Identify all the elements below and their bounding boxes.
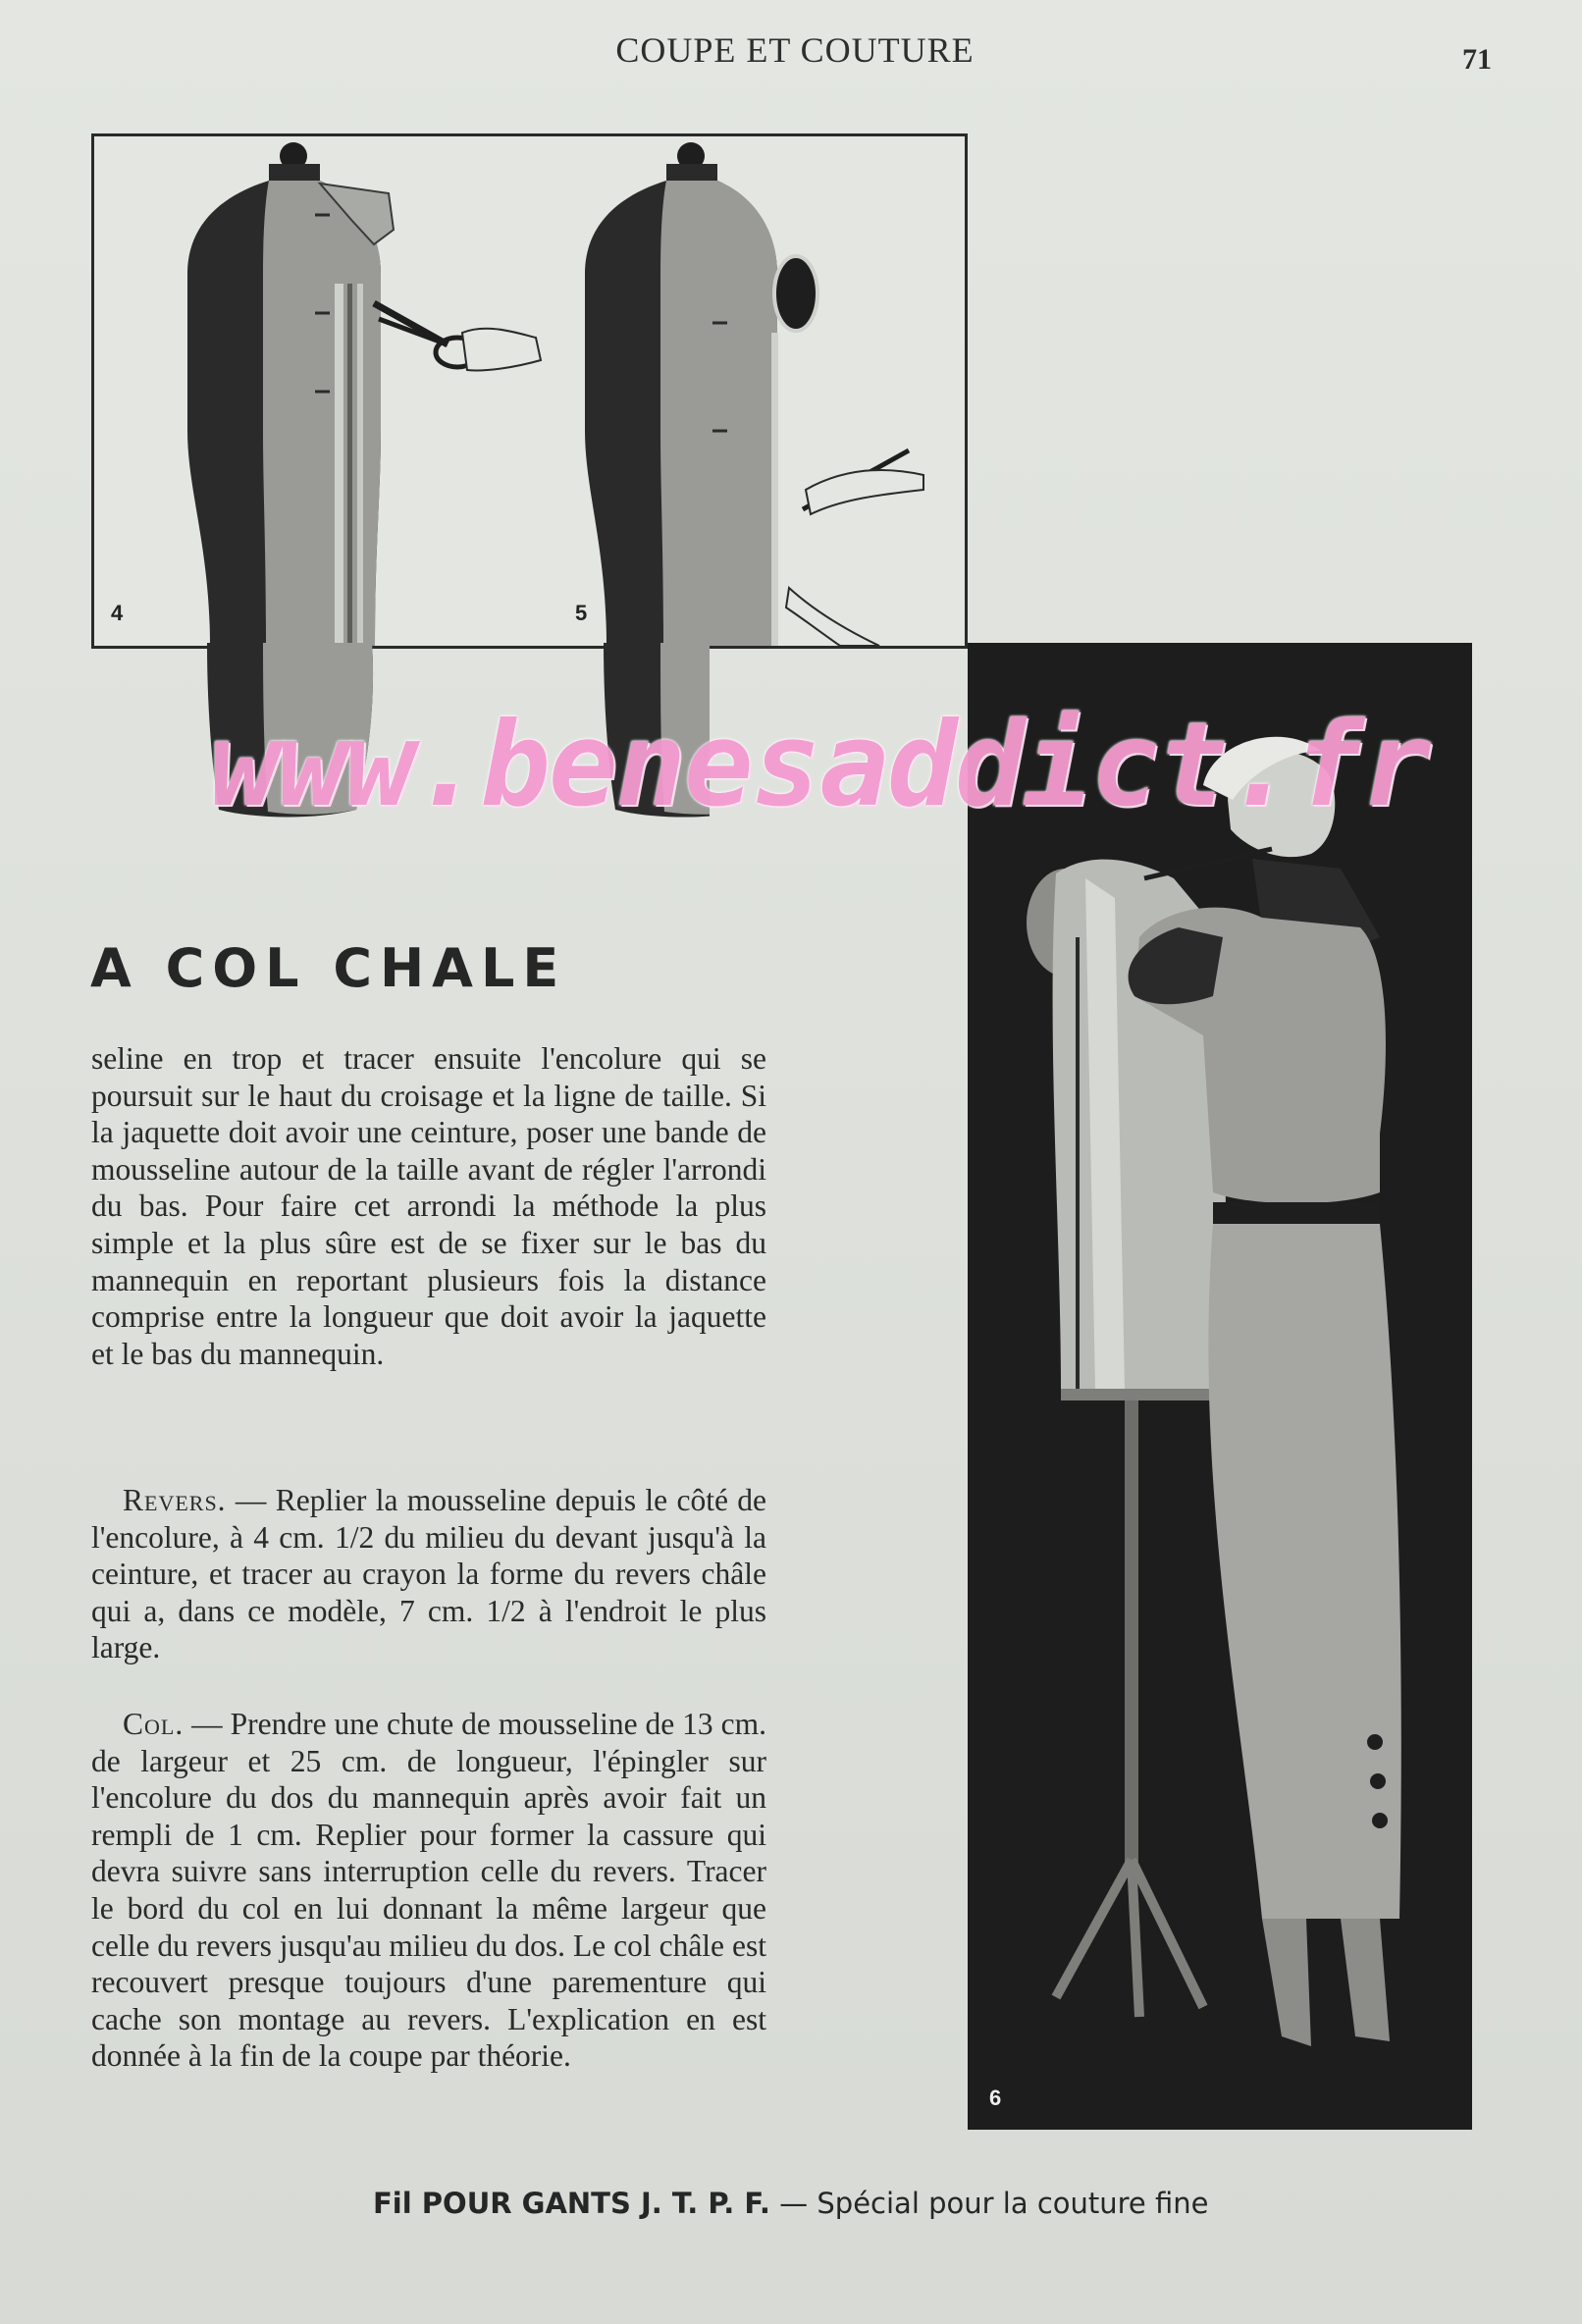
dress-form-illustration (94, 136, 965, 646)
page-number: 71 (1462, 43, 1492, 76)
figure-label-6: 6 (989, 2086, 1002, 2110)
running-title: COUPE ET COUTURE (615, 30, 975, 70)
pencil-hands (786, 450, 923, 646)
mannequin-figure-5 (585, 142, 817, 646)
illustration-figure-6 (968, 643, 1472, 2130)
figure-label-4: 4 (111, 601, 124, 625)
watermark: www.benesaddict.fr (209, 697, 1430, 832)
footer-tagline: — Spécial pour la couture fine (769, 2187, 1209, 2220)
footer-brand: Fil POUR GANTS J. T. P. F. (373, 2187, 770, 2220)
paragraph-col (91, 1706, 766, 2075)
mannequin-figure-4 (187, 142, 394, 646)
mannequin-figure-6 (1027, 860, 1228, 2017)
revers-title: Revers. (123, 1483, 227, 1517)
footer-advert (373, 2187, 1256, 2220)
section-heading: A COL CHALE (90, 937, 567, 999)
paragraph-revers (91, 1482, 766, 1666)
revers-text: — Replier la mousseline depuis le côté de l'encolure, à 4 cm. 1/2 du milieu du devant jusqu'à la ceinture, et tracer au crayon la forme du revers châle qui a, dans ce modèle, 7 cm. 1/2 à l'endroit le plus large. (91, 1483, 766, 1665)
col-title: Col. (123, 1707, 185, 1741)
illustration-figures-4-5 (91, 133, 968, 649)
col-text: — Prendre une chute de mousseline de 13 cm. de largeur et 25 cm. de longueur, l'épingler sur l'encolure du dos du mannequin après avoir fait un rempli de 1 cm. Replier pour former la cassure qui devra suivre sans interruption celle du revers. Tracer le bord du col en lui donnant la même largeur que celle du revers jusqu'au milieu du dos. Le col châle est recouvert presque toujours d'une parementure qui cache son montage au revers. L'explication en est donnée à la fin de la coupe par théorie. (91, 1707, 766, 2074)
paragraph-intro: seline en trop et tracer ensuite l'encolure qui se poursuit sur le haut du croisage et la ligne de taille. Si la jaquette doit avoir une ceinture, poser une bande de mousseline autour de la taille avant de régler l'arrondi du bas. Pour faire cet arrondi la méthode la plus simple et la plus sûre est de se fixer sur le bas du mannequin en reportant plusieurs fois la distance comprise entre la longueur que doit avoir la jaquette et le bas du mannequin. (91, 1041, 766, 1371)
figure-label-5: 5 (575, 601, 588, 625)
scissors-hand (374, 303, 541, 370)
woman-draping-illustration (968, 643, 1472, 2130)
